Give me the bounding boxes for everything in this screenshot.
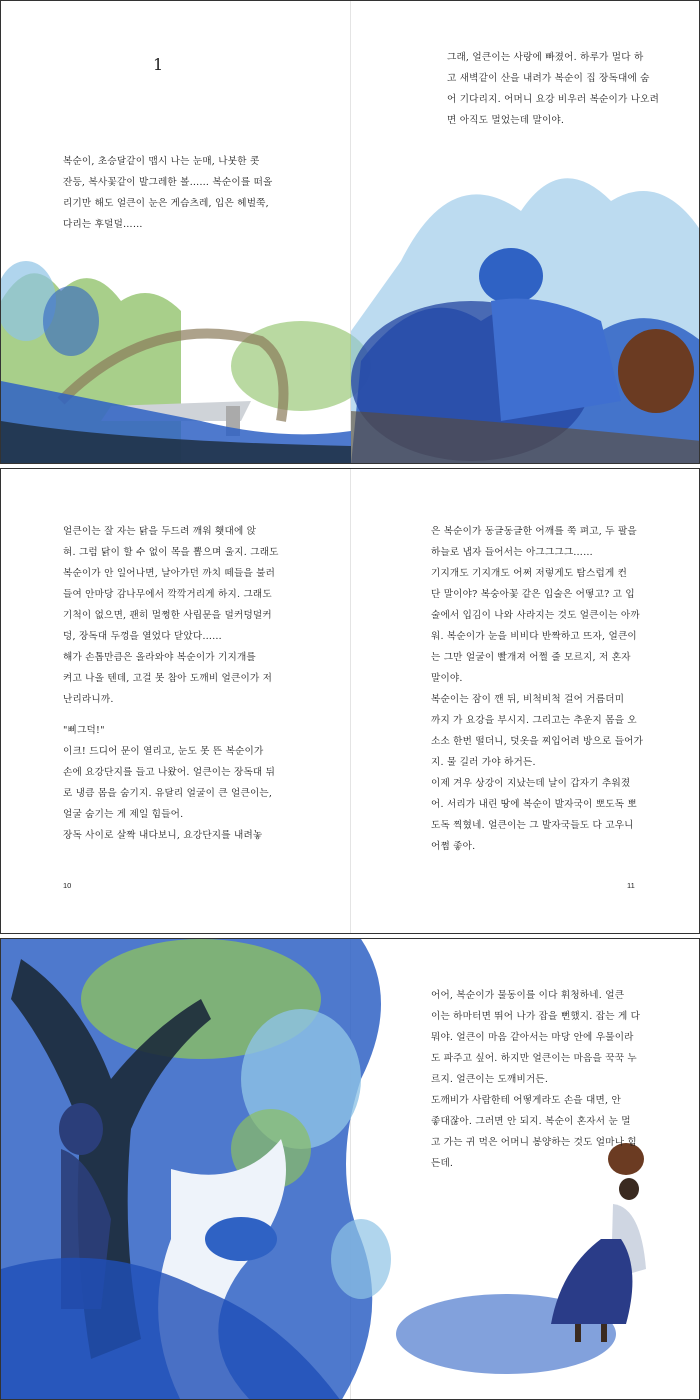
paragraph: 은 복순이가 동글동글한 어깨를 쭉 펴고, 두 팔을 하늘로 냅자 들어서는 아그그그그…… [431,526,637,558]
right-page-text [431,521,691,857]
paragraph: 기지개도 기지개도 어쩌 저렇게도 탐스럽게 컨 단 말이야? 복숭아꽃 같은 입술은 어떻고? 고 입 술에서 입김이 나와 사라지는 것도 얼큰이는 아까 워. 복순이가 눈을 비비다 반짝하고 뜨자, 얼큰이 는 그만 얼굴이 빨개져 어쩔 줄 모르지, 저 혼자 말이야. [431,568,640,684]
paragraph: 얼큰이는 잘 자는 닭을 두드려 깨워 횃대에 앉 혀. 그럼 닭이 할 수 없이 목을 뽑으며 울지. 그래도 복순이가 안 일어나면, 날아가던 까치 떼들을 불러 들여 안마당 감나무에서 깍깍거리게 하지. 그래도 기척이 없으면, 괜히 멀쩡한 사립문을 덜커덩덜커 덩, 장독대 두껑을 열었다 닫았다…… [63,526,279,642]
book-spread-2 [0,468,700,934]
paragraph: 복순이, 초승달같이 맵시 나는 눈매, 나붓한 콧 잔등, 복사꽃같이 발그레한 볼…… 복순이를 떠올 리기만 해도 얼큰이 눈은 게슴츠레, 입은 헤벌쭉, 다리는 후덜덜…… [63,156,273,230]
paragraph: 도깨비가 사람한테 어떻게라도 손을 대면, 안 좋대잖아. 그러면 안 되지. 복순이 혼자서 눈 멀 고 가는 귀 먹은 어머니 봉양하는 것도 얼마나 힘 든데. [431,1095,637,1169]
book-spread-1 [0,0,700,464]
book-spread-3 [0,938,700,1400]
paragraph: 이제 겨우 상강이 지났는데 날이 갑자기 추워졌 어. 서리가 내린 땅에 복순이 발자국이 뽀도독 뽀 도독 찍혔네. 얼큰이는 그 발자국들도 다 고우니 어쩜 좋아. [431,778,637,852]
paragraph: 이크! 드디어 문이 열리고, 눈도 못 뜬 복순이가 손에 요강단지를 들고 나왔어. 얼큰이는 장독대 뒤 로 냉큼 몸을 숨기지. 유달리 얼굴이 큰 얼큰이는, 얼굴 숨기는 게 제일 힘들어. [63,746,276,820]
page-number-right: 11 [627,881,635,890]
page-number-left: 10 [63,881,72,890]
paragraph: 어어, 복순이가 물동이를 이다 휘청하네. 얼큰 이는 하마터면 뛰어 나가 잡을 뻔했지. 잡는 게 다 뭐야. 얼큰이 마음 같아서는 마당 안에 우물이라 도 파주고 싶어. 하지만 얼큰이는 마음을 꾹꾹 누 르지. 얼큰이는 도깨비거든. [431,990,641,1085]
gutter [350,469,351,933]
paragraph: 그래, 얼큰이는 사랑에 빠졌어. 하루가 멀다 하 고 새벽같이 산을 내려가 복순이 집 장독대에 숨 어 기다리지. 어머니 요강 비우러 복순이가 나오려 면 아직도 멀었는데 말이야. [447,52,660,126]
paragraph: 복순이는 잠이 깬 뒤, 비척비척 걸어 거름더미 까지 가 요강을 부시지. 그리고는 추운지 몸을 오 소소 한번 떨더니, 덧옷을 찌입어려 방으로 들어가 지. 물 길러 가야 하거든. [431,694,644,768]
paragraph: 해가 손톱만큼은 올라와야 복순이가 기지개를 켜고 나올 텐데, 고걸 못 참아 도깨비 얼큰이가 저 난리라니까. [63,652,273,705]
paragraph: 장독 사이로 살짝 내다보니, 요강단지를 내려놓 [63,830,263,841]
left-page-text [63,521,323,846]
paragraph: "삐그덕!" [63,725,105,736]
right-page-text [431,985,691,1174]
chapter-number: 1 [153,55,164,74]
spread-1-illustration [1,1,700,464]
